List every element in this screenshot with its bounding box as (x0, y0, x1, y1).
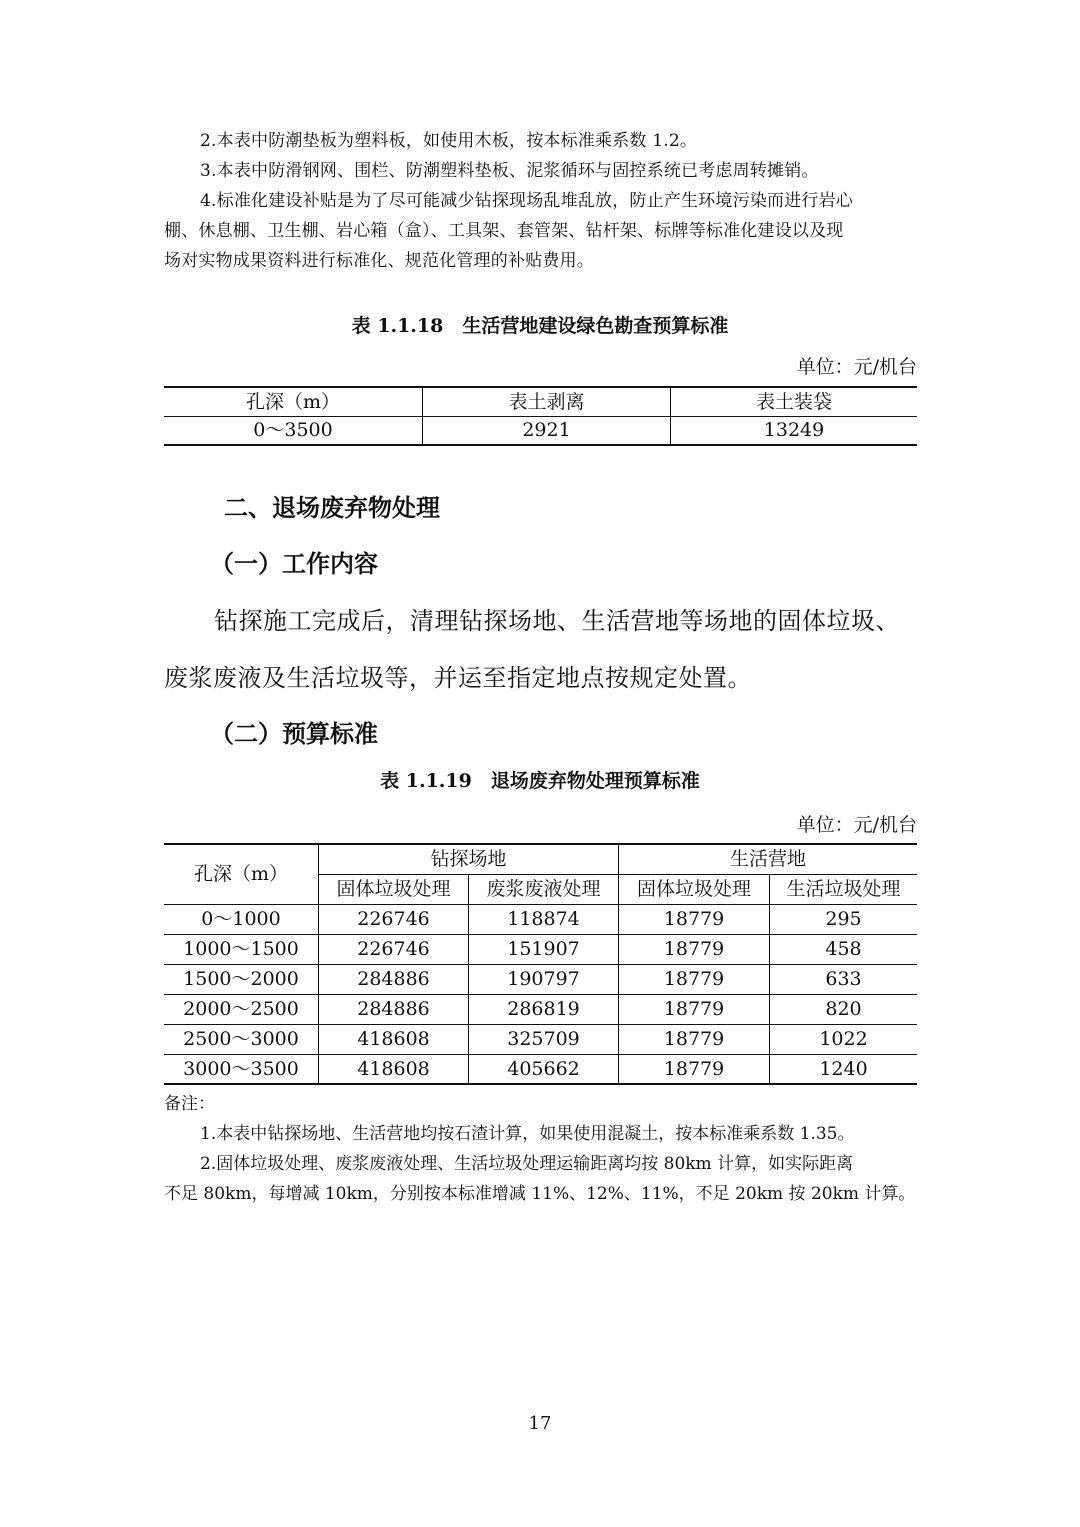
table-19-subheader: 废浆废液处理 (469, 874, 619, 904)
table-cell-value: 18779 (619, 1054, 770, 1084)
table-cell-value: 418608 (319, 1024, 469, 1054)
table-cell-value: 226746 (319, 904, 469, 934)
table-row (164, 904, 917, 934)
table-cell-value: 284886 (319, 964, 469, 994)
remarks-label: 备注： (164, 1094, 215, 1114)
remarks-line-3: 不足 80km，每增减 10km，分别按本标准增减 11%、12%、11%，不足 20km 按 20km 计算。 (164, 1184, 916, 1204)
note-line-4-end: 场对实物成果资料进行标准化、规范化管理的补贴费用。 (164, 251, 594, 271)
table-19-header-camp: 生活营地 (619, 844, 918, 874)
subsection-heading-work: （一）工作内容 (210, 549, 378, 578)
table-cell-depth: 1500～2000 (164, 964, 319, 994)
note-line-4-cont: 棚、休息棚、卫生棚、岩心箱（盒）、工具架、套管架、钻杆架、标牌等标准化建设以及现 (164, 221, 844, 241)
table-cell-value: 18779 (619, 934, 770, 964)
section-heading: 二、退场废弃物处理 (224, 493, 440, 522)
table-18-cell-depth: 0～3500 (164, 416, 423, 445)
table-cell-depth: 1000～1500 (164, 934, 319, 964)
table-18-header-bag: 表土装袋 (755, 390, 832, 413)
table-19 (164, 843, 917, 1085)
table-cell-depth: 3000～3500 (164, 1054, 319, 1084)
table-cell-value: 286819 (469, 994, 619, 1024)
table-cell-value: 820 (825, 998, 862, 1020)
note-line-3: 3.本表中防滑钢网、围栏、防潮塑料垫板、泥浆循环与固控系统已考虑周转摊销。 (200, 161, 819, 181)
table-row (164, 934, 917, 964)
table-cell-value: 151907 (469, 934, 619, 964)
page-number: 17 (528, 1413, 552, 1434)
table-18-cell-strip: 2921 (423, 416, 671, 445)
table-cell-value: 18779 (619, 904, 770, 934)
table-19-header-depth: 孔深（m） (164, 844, 319, 904)
table-row (164, 964, 917, 994)
table-cell-value: 18779 (619, 964, 770, 994)
table-cell-value: 295 (825, 908, 862, 930)
table-19-caption: 表 1.1.19 退场废弃物处理预算标准 (380, 770, 700, 792)
subsection-heading-budget: （二）预算标准 (210, 719, 378, 748)
table-cell-value: 405662 (469, 1054, 619, 1084)
table-row (164, 1024, 917, 1054)
remarks (164, 1093, 920, 1205)
table-cell-depth: 0～1000 (164, 904, 319, 934)
note-line-2: 2.本表中防潮垫板为塑料板，如使用木板，按本标准乘系数 1.2。 (200, 131, 698, 151)
table-18-unit: 单位：元/机台 (796, 356, 917, 378)
table-cell-value: 1022 (819, 1028, 868, 1050)
table-cell-depth: 2500～3000 (164, 1024, 319, 1054)
table-cell-value: 418608 (319, 1054, 469, 1084)
table-cell-value: 18779 (619, 994, 770, 1024)
table-19-unit: 单位：元/机台 (796, 814, 917, 836)
table-cell-value: 633 (825, 968, 862, 990)
table-row (164, 1054, 917, 1084)
note-line-4: 4.标准化建设补贴是为了尽可能减少钻探现场乱堆乱放，防止产生环境污染而进行岩心 (200, 191, 854, 211)
table-19-header-drill-site: 钻探场地 (319, 844, 619, 874)
table-cell-value: 190797 (469, 964, 619, 994)
table-19-subheader: 生活垃圾处理 (786, 878, 901, 900)
body-paragraph-line-1: 钻探施工完成后，清理钻探场地、生活营地等场地的固体垃圾、 (214, 607, 900, 635)
table-cell-value: 284886 (319, 994, 469, 1024)
remarks-line-1: 1.本表中钻探场地、生活营地均按石渣计算，如果使用混凝土，按本标准乘系数 1.35。 (200, 1124, 855, 1144)
table-cell-value: 1240 (819, 1057, 868, 1080)
table-cell-value: 458 (825, 938, 862, 960)
table-18-caption: 表 1.1.18 生活营地建设绿色勘查预算标准 (351, 315, 729, 337)
body-paragraph-line-2: 废浆废液及生活垃圾等，并运至指定地点按规定处置。 (164, 664, 752, 692)
table-cell-value: 18779 (619, 1024, 770, 1054)
table-19-subheader: 固体垃圾处理 (319, 874, 469, 904)
table-18-header-strip: 表土剥离 (423, 387, 671, 416)
table-cell-depth: 2000～2500 (164, 994, 319, 1024)
table-18 (164, 386, 917, 446)
remarks-line-2: 2.固体垃圾处理、废浆废液处理、生活垃圾处理运输距离均按 80km 计算，如实际距离 (200, 1154, 854, 1174)
table-cell-value: 325709 (469, 1024, 619, 1054)
table-cell-value: 226746 (319, 934, 469, 964)
table-18-cell-bag: 13249 (763, 419, 825, 442)
table-cell-value: 118874 (469, 904, 619, 934)
table-19-subheader: 固体垃圾处理 (619, 874, 770, 904)
table-row (164, 994, 917, 1024)
table-18-header-depth: 孔深（m） (164, 387, 423, 416)
